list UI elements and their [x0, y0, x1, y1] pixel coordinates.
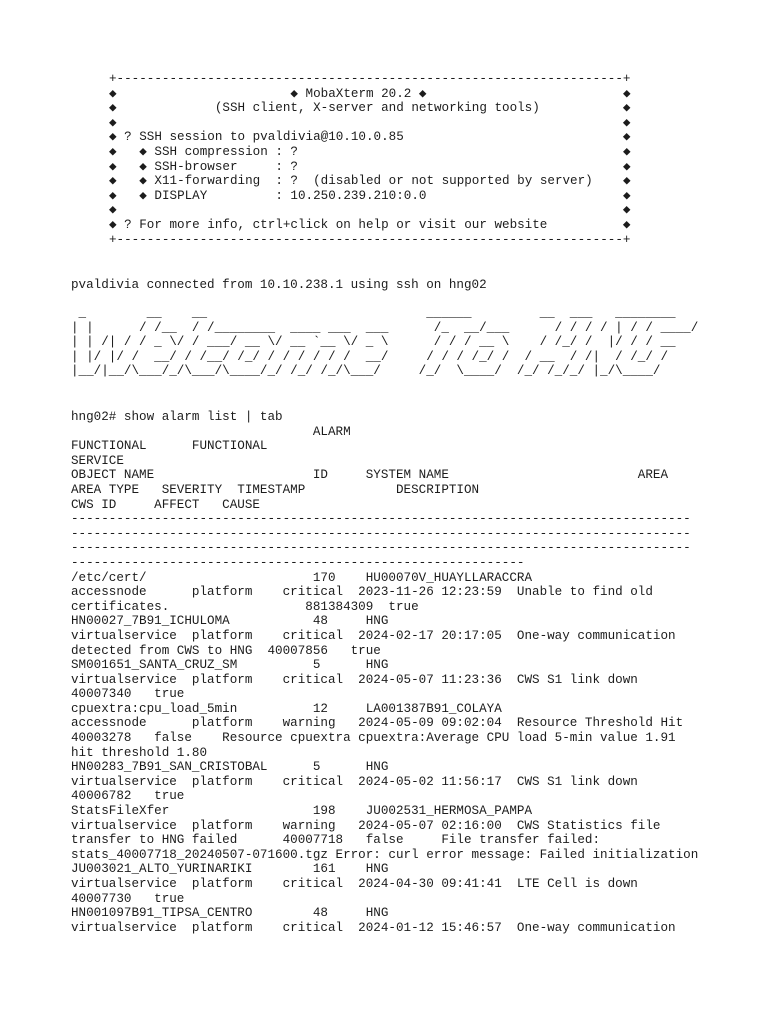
welcome-ascii-art: [71, 306, 698, 379]
banner-line: +-------------------------------------------------------------------+: [109, 232, 631, 247]
banner-line: +-------------------------------------------------------------------+: [109, 72, 631, 86]
terminal-output-line: virtualservice platform warning 2024-05-07 02:16:00 CWS Statistics file: [71, 818, 661, 833]
terminal-output-line: 40007730 true: [71, 891, 185, 906]
banner-line: ◆ ◆ MobaXterm 20.2 ◆ ◆: [109, 86, 631, 101]
terminal-output-line: accessnode platform critical 2023-11-26 12:23:59 Unable to find old: [71, 585, 653, 600]
terminal-output-line: StatsFileXfer 198 JU002531_HERMOSA_PAMPA: [71, 804, 533, 819]
connection-status-line: pvaldivia connected from 10.10.238.1 using ssh on hng02: [71, 278, 487, 292]
banner-line: ◆ ◆ X11-forwarding : ? (disabled or not supported by server) ◆: [109, 174, 631, 189]
banner-line: ◆ ◆ SSH compression : ? ◆: [109, 144, 631, 159]
ascii-art-line: | |/ |/ / __/ / /__/ /_/ / / / / / / __/ / / / /_/ / / __ / /| / /_/ /: [71, 349, 669, 364]
terminal-output-line: stats_40007718_20240507-071600.tgz Error: curl error message: Failed initialization: [71, 847, 699, 862]
terminal-output-line: virtualservice platform critical 2024-01-12 15:46:57 One-way communication: [71, 920, 676, 935]
terminal-output-line: OBJECT NAME ID SYSTEM NAME AREA: [71, 468, 669, 483]
terminal-output-line: ------------------------------------------------------------: [71, 555, 525, 570]
terminal-output-line: hit threshold 1.80: [71, 745, 208, 760]
terminal-output-line: cpuextra:cpu_load_5min 12 LA001387B91_COLAYA: [71, 701, 502, 716]
terminal-output-line: SERVICE: [71, 453, 124, 468]
terminal-output-line: AREA TYPE SEVERITY TIMESTAMP DESCRIPTION: [71, 482, 480, 497]
terminal-output-line: 40003278 false Resource cpuextra cpuextra:Average CPU load 5-min value 1.91: [71, 731, 676, 746]
terminal-output-line: certificates. 881384309 true: [71, 599, 419, 614]
terminal-output-line: accessnode platform warning 2024-05-09 09:02:04 Resource Threshold Hit: [71, 716, 684, 731]
mobaxterm-banner: [109, 72, 631, 247]
terminal-output-line: CWS ID AFFECT CAUSE: [71, 497, 260, 512]
banner-line: ◆ ? For more info, ctrl+click on help or visit our website ◆: [109, 217, 631, 232]
terminal-output-line: HN001097B91_TIPSA_CENTRO 48 HNG: [71, 906, 389, 921]
terminal-output-line: detected from CWS to HNG 40007856 true: [71, 643, 381, 658]
terminal-output-line: 40007340 true: [71, 687, 185, 702]
ascii-art-line: _ __ __ ______ __ ___ ________: [71, 306, 676, 320]
terminal-output-line: HN00283_7B91_SAN_CRISTOBAL 5 HNG: [71, 760, 389, 775]
terminal-output-line: FUNCTIONAL FUNCTIONAL: [71, 439, 268, 454]
alarm-list-output: [71, 410, 698, 935]
terminal-output-line: hng02# show alarm list | tab: [71, 410, 283, 424]
terminal-output-line: transfer to HNG failed 40007718 false File transfer failed:: [71, 833, 601, 848]
terminal-output-line: 40006782 true: [71, 789, 185, 804]
banner-line: ◆ ◆ DISPLAY : 10.250.239.210:0.0 ◆: [109, 188, 631, 203]
banner-line: ◆ ◆: [109, 203, 631, 218]
ascii-art-line: | | / /__ / /________ ____ ___ ___ /_ __/___ / / / / | / / ____/: [71, 320, 699, 335]
terminal-output-line: virtualservice platform critical 2024-05-02 11:56:17 CWS S1 link down: [71, 774, 638, 789]
terminal-output-line: ----------------------------------------------------------------------------------: [71, 512, 691, 527]
terminal-output-line: JU003021_ALTO_YURINARIKI 161 HNG: [71, 862, 389, 877]
banner-line: ◆ (SSH client, X-server and networking tools) ◆: [109, 101, 631, 116]
terminal-output-line: virtualservice platform critical 2024-02-17 20:17:05 One-way communication: [71, 628, 676, 643]
terminal-output-line: virtualservice platform critical 2024-04-30 09:41:41 LTE Cell is down: [71, 877, 638, 891]
terminal-output-line: SM001651_SANTA_CRUZ_SM 5 HNG: [71, 658, 389, 673]
terminal-output-line: /etc/cert/ 170 HU00070V_HUAYLLARACCRA: [71, 570, 533, 585]
terminal-output-line: ----------------------------------------------------------------------------------: [71, 526, 691, 541]
banner-line: ◆ ? SSH session to pvaldivia@10.10.0.85 ◆: [109, 130, 631, 145]
terminal-output-line: virtualservice platform critical 2024-05-07 11:23:36 CWS S1 link down: [71, 672, 638, 687]
ascii-art-line: |__/|__/\___/_/\___/\____/_/ /_/ /_/\___/ /_/ \____/ /_/ /_/_/ |_/\____/: [71, 364, 661, 379]
terminal-output-line: ----------------------------------------------------------------------------------: [71, 541, 691, 556]
ascii-art-line: | | /| / / _ \/ / ___/ __ \/ __ `__ \/ _ \ / / / __ \ / /_/ / |/ / / __: [71, 335, 676, 350]
banner-line: ◆ ◆: [109, 115, 631, 130]
banner-line: ◆ ◆ SSH-browser : ? ◆: [109, 159, 631, 174]
terminal-output-line: ALARM: [71, 424, 351, 439]
terminal-output-line: HN00027_7B91_ICHULOMA 48 HNG: [71, 614, 389, 629]
